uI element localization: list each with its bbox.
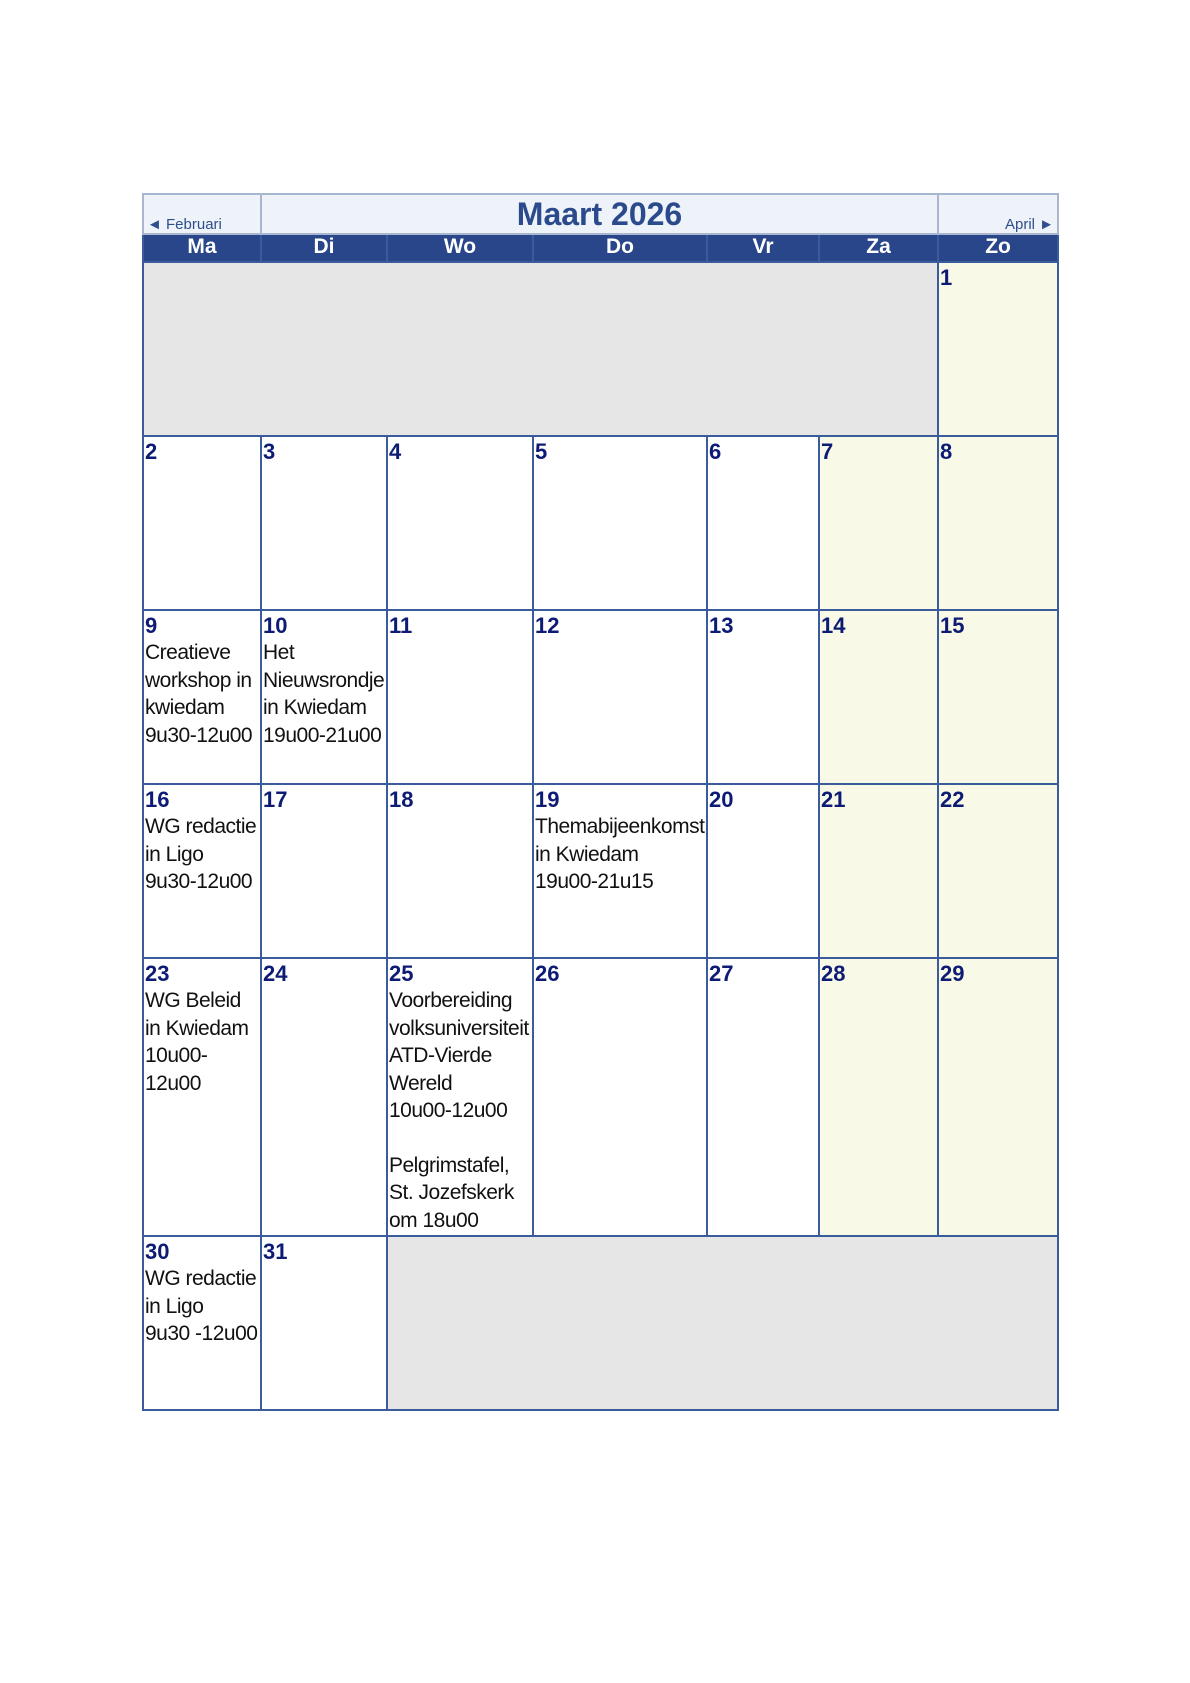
day-number: 28	[821, 961, 846, 986]
day-number: 1	[940, 265, 953, 290]
day-cell[interactable]	[261, 958, 387, 1236]
day-number: 6	[709, 439, 722, 464]
day-number: 16	[145, 787, 170, 812]
day-cell[interactable]	[938, 610, 1058, 784]
weekday-header-zo: Zo	[938, 234, 1058, 262]
day-cell[interactable]	[387, 784, 533, 958]
weekday-header-di: Di	[261, 234, 387, 262]
calendar-title-row	[143, 194, 1058, 234]
day-number: 13	[709, 613, 734, 638]
day-cell[interactable]	[261, 610, 387, 784]
day-cell[interactable]	[819, 784, 938, 958]
week-row	[143, 958, 1058, 1236]
event-text: Creatieve workshop in kwiedam 9u30-12u00	[145, 641, 253, 747]
day-number: 22	[940, 787, 965, 812]
day-cell[interactable]	[533, 958, 707, 1236]
calendar-weeks	[143, 262, 1058, 1410]
week-row	[143, 436, 1058, 610]
day-number: 18	[389, 787, 414, 812]
day-cell[interactable]	[387, 610, 533, 784]
day-cell[interactable]	[143, 1236, 261, 1410]
day-cell[interactable]	[707, 436, 819, 610]
event-text: Themabijeenkomst in Kwiedam 19u00-21u15	[535, 815, 705, 893]
day-cell[interactable]	[819, 436, 938, 610]
prev-month-cell	[143, 194, 261, 234]
day-number: 26	[535, 961, 560, 986]
week-row	[143, 262, 1058, 436]
week-row	[143, 1236, 1058, 1410]
empty-day-cell	[143, 262, 938, 436]
day-cell[interactable]	[387, 958, 533, 1236]
month-title: Maart 2026	[261, 194, 938, 234]
event-text: Voorbereiding volksuniversiteit ATD-Vierde Wereld 10u00-12u00	[389, 989, 529, 1122]
day-cell[interactable]	[143, 436, 261, 610]
day-cell[interactable]	[533, 610, 707, 784]
day-number: 20	[709, 787, 734, 812]
event-text: WG redactie in Ligo 9u30-12u00	[145, 815, 257, 893]
weekday-header-ma: Ma	[143, 234, 261, 262]
month-calendar	[142, 193, 1059, 1411]
day-cell[interactable]	[707, 784, 819, 958]
day-cell[interactable]	[819, 958, 938, 1236]
day-number: 5	[535, 439, 548, 464]
day-number: 4	[389, 439, 402, 464]
day-number: 9	[145, 613, 158, 638]
weekday-header-wo: Wo	[387, 234, 533, 262]
day-number: 8	[940, 439, 953, 464]
weekday-header-row	[143, 234, 1058, 262]
event-text: WG redactie in Ligo 9u30 -12u00	[145, 1267, 258, 1345]
day-events	[144, 1265, 260, 1348]
day-events	[144, 987, 260, 1097]
day-number: 3	[263, 439, 276, 464]
day-cell[interactable]	[143, 784, 261, 958]
weekday-header-za: Za	[819, 234, 938, 262]
day-number: 24	[263, 961, 288, 986]
day-cell[interactable]	[261, 436, 387, 610]
day-number: 29	[940, 961, 965, 986]
day-cell[interactable]	[707, 610, 819, 784]
day-cell[interactable]	[819, 610, 938, 784]
day-events	[144, 813, 260, 896]
day-cell[interactable]	[707, 958, 819, 1236]
weekday-header-vr: Vr	[707, 234, 819, 262]
next-month-cell	[938, 194, 1058, 234]
day-number: 31	[263, 1239, 288, 1264]
day-number: 10	[263, 613, 288, 638]
event-text: WG Beleid in Kwiedam 10u00- 12u00	[145, 989, 249, 1095]
day-number: 19	[535, 787, 560, 812]
event-text: Het Nieuwsrondje in Kwiedam 19u00-21u00	[263, 641, 385, 747]
day-number: 12	[535, 613, 560, 638]
day-number: 27	[709, 961, 734, 986]
day-cell[interactable]	[261, 784, 387, 958]
event-text: Pelgrimstafel, St. Jozefskerk om 18u00	[389, 1153, 514, 1232]
day-events	[144, 639, 260, 749]
weekday-header-do: Do	[533, 234, 707, 262]
day-events	[262, 639, 386, 749]
day-number: 23	[145, 961, 170, 986]
week-row	[143, 784, 1058, 958]
day-cell[interactable]	[938, 436, 1058, 610]
day-number: 15	[940, 613, 965, 638]
day-cell[interactable]	[533, 436, 707, 610]
day-number: 7	[821, 439, 834, 464]
day-number: 30	[145, 1239, 170, 1264]
day-cell[interactable]	[143, 958, 261, 1236]
week-row	[143, 610, 1058, 784]
day-number: 21	[821, 787, 846, 812]
day-number: 25	[389, 961, 414, 986]
day-events	[388, 987, 532, 1234]
day-number: 17	[263, 787, 288, 812]
day-number: 2	[145, 439, 158, 464]
day-cell[interactable]	[387, 436, 533, 610]
day-cell[interactable]	[938, 958, 1058, 1236]
empty-day-cell	[387, 1236, 1058, 1410]
day-number: 14	[821, 613, 846, 638]
day-cell[interactable]	[261, 1236, 387, 1410]
day-cell[interactable]	[143, 610, 261, 784]
day-number: 11	[389, 613, 413, 638]
day-events	[534, 813, 706, 896]
next-month-link[interactable]: April ►	[1004, 216, 1055, 233]
day-cell[interactable]	[938, 784, 1058, 958]
day-cell[interactable]	[533, 784, 707, 958]
prev-month-link[interactable]: ◄ Februari	[147, 216, 222, 233]
day-cell[interactable]	[938, 262, 1058, 436]
